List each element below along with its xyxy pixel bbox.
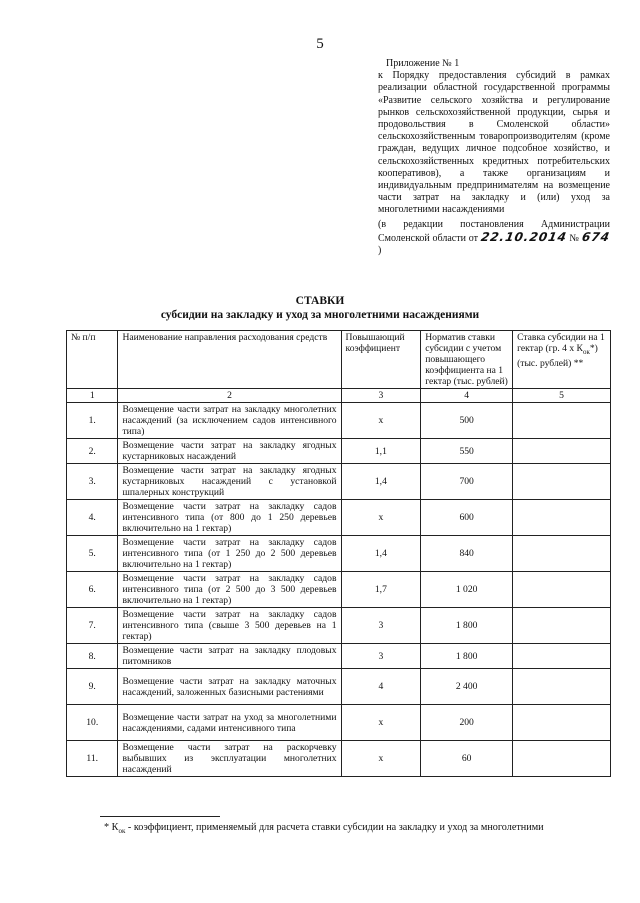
row-coefficient: 1,4 [341, 464, 421, 500]
row-rate [513, 572, 611, 608]
row-rate [513, 608, 611, 644]
rates-table [66, 330, 611, 777]
row-name: Возмещение части затрат на закладку ягодных кустарниковых насаждений [118, 439, 341, 464]
edition-suffix: ) [378, 245, 382, 257]
row-number: 7. [67, 608, 118, 644]
row-norm: 200 [421, 705, 513, 741]
row-number: 3. [67, 464, 118, 500]
row-rate [513, 500, 611, 536]
row-rate [513, 403, 611, 439]
appendix-block [378, 58, 610, 257]
table-row [67, 741, 611, 777]
table-row [67, 500, 611, 536]
row-name: Возмещение части затрат на раскорчевку выбывших из эксплуатации многолетних насаждений [118, 741, 341, 777]
header-rate-part1: Ставка субсидии на 1 гектар (гр. 4 х К [517, 332, 605, 354]
row-coefficient: 3 [341, 644, 421, 669]
column-number: 3 [341, 389, 421, 403]
table-row [67, 705, 611, 741]
row-norm: 1 800 [421, 608, 513, 644]
row-norm: 1 800 [421, 644, 513, 669]
footnote-k-label: К [111, 822, 119, 833]
footnote-divider [100, 816, 220, 817]
row-coefficient: 1,7 [341, 572, 421, 608]
header-num: № п/п [67, 331, 118, 389]
row-number: 2. [67, 439, 118, 464]
row-norm: 500 [421, 403, 513, 439]
row-number: 9. [67, 669, 118, 705]
row-norm: 60 [421, 741, 513, 777]
row-coefficient: х [341, 741, 421, 777]
row-coefficient: 1,4 [341, 536, 421, 572]
row-coefficient: 1,1 [341, 439, 421, 464]
row-name: Возмещение части затрат на закладку ягодных кустарниковых насаждений с установкой шпалерных конструкций [118, 464, 341, 500]
header-norm: Норматив ставки субсидии с учетом повышающего коэффициента на 1 гектар (тыс. рублей) [421, 331, 513, 389]
page-number: 5 [316, 36, 324, 52]
table-row [67, 608, 611, 644]
table-row [67, 572, 611, 608]
column-number: 5 [513, 389, 611, 403]
footnote-k-sub: ок [118, 827, 126, 836]
row-norm: 550 [421, 439, 513, 464]
row-norm: 2 400 [421, 669, 513, 705]
row-norm: 840 [421, 536, 513, 572]
table-row [67, 669, 611, 705]
row-rate [513, 669, 611, 705]
row-rate [513, 439, 611, 464]
table-row [67, 536, 611, 572]
row-coefficient: х [341, 500, 421, 536]
row-name: Возмещение части затрат на закладку плодовых питомников [118, 644, 341, 669]
row-norm: 700 [421, 464, 513, 500]
column-number: 2 [118, 389, 341, 403]
row-name: Возмещение части затрат на закладку маточных насаждений, заложенных базисными растениями [118, 669, 341, 705]
row-number: 11. [67, 741, 118, 777]
row-coefficient: 4 [341, 669, 421, 705]
document-heading [0, 294, 640, 322]
row-name: Возмещение части затрат на уход за многолетними насаждениями, садами интенсивного типа [118, 705, 341, 741]
row-coefficient: х [341, 403, 421, 439]
table-row [67, 403, 611, 439]
row-name: Возмещение части затрат на закладку многолетних насаждений (за исключением садов интенсивного типа) [118, 403, 341, 439]
row-name: Возмещение части затрат на закладку садов интенсивного типа (от 1 250 до 2 500 деревьев включительно на 1 гектар) [118, 536, 341, 572]
heading-title: СТАВКИ [295, 295, 345, 307]
appendix-body: к Порядку предоставления субсидий в рамках реализации областной государственной программы «Развитие сельского хозяйства и регулирование рынков сельскохозяйственной продукции, сырья и продовольствия в Смоленской области» сельскохозяйственным товаропроизводителям (кроме граждан, ведущих личное подсобное хозяйство, и сельскохозяйственных кредитных потребительских кооперативов), а также организациям и индивидуальным предпринимателям на возмещение части затрат на закладку и (или) уход за многолетними насаждениями [378, 70, 610, 216]
row-rate [513, 644, 611, 669]
footnote [104, 822, 614, 837]
footnote-text: - коэффициент, применяемый для расчета ставки субсидии на закладку и уход за многолетними [127, 822, 544, 833]
header-rate [513, 331, 611, 389]
header-rate-part2: *) (тыс. рублей) ** [517, 343, 598, 369]
row-coefficient: 3 [341, 608, 421, 644]
edition-number-label: № [569, 232, 580, 244]
appendix-edition [378, 219, 610, 258]
row-name: Возмещение части затрат на закладку садов интенсивного типа (от 800 до 1 250 деревьев включительно на 1 гектар) [118, 500, 341, 536]
header-coef: Повышающий коэффициент [341, 331, 421, 389]
row-number: 4. [67, 500, 118, 536]
header-name: Наименование направления расходования средств [118, 331, 341, 389]
footnote-mark: * [104, 822, 110, 833]
row-number: 8. [67, 644, 118, 669]
edition-prefix: (в редакции постановления Администрации Смоленской области от [378, 218, 610, 244]
row-number: 5. [67, 536, 118, 572]
row-rate [513, 536, 611, 572]
row-rate [513, 741, 611, 777]
table-row [67, 464, 611, 500]
row-number: 6. [67, 572, 118, 608]
row-number: 1. [67, 403, 118, 439]
row-rate [513, 705, 611, 741]
table-header-row [67, 331, 611, 389]
column-number: 4 [421, 389, 513, 403]
column-number-row [67, 389, 611, 403]
appendix-title: Приложение № 1 [386, 58, 460, 69]
column-number: 1 [67, 389, 118, 403]
row-norm: 600 [421, 500, 513, 536]
row-coefficient: х [341, 705, 421, 741]
footnote-k [111, 822, 126, 836]
edition-date-handwritten: 22.10.2014 [479, 229, 568, 244]
edition-number-handwritten: 674 [580, 229, 612, 244]
row-name: Возмещение части затрат на закладку садов интенсивного типа (свыше 3 500 деревьев на 1 гектар) [118, 608, 341, 644]
row-number: 10. [67, 705, 118, 741]
row-norm: 1 020 [421, 572, 513, 608]
row-name: Возмещение части затрат на закладку садов интенсивного типа (от 2 500 до 3 500 деревьев включительно на 1 гектар) [118, 572, 341, 608]
heading-subtitle: субсидии на закладку и уход за многолетними насаждениями [160, 309, 480, 321]
table-row [67, 644, 611, 669]
header-rate-sub: ок [582, 347, 590, 356]
row-rate [513, 464, 611, 500]
table-row [67, 439, 611, 464]
